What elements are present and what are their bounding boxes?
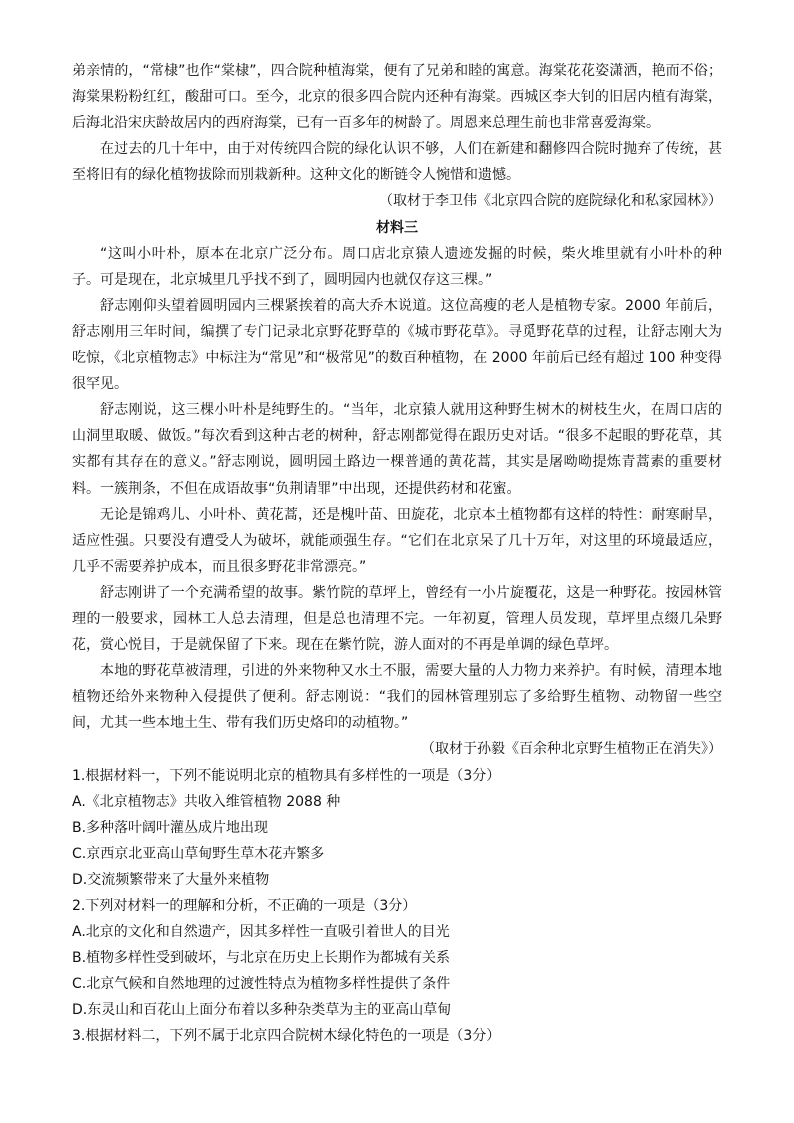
question-option: B.植物多样性受到破坏，与北京在历史上长期作为都城有关系 <box>72 950 451 967</box>
paragraph: 本地的野花草被清理，引进的外来物种又水土不服，需要大量的人力物力来养护。有时候，清理本地植物还给外来物种入侵提供了便利。舒志刚说：“我们的园林管理别忘了多给野生植物、动物留一些空间，尤其一些本地土生、带有我们历史烙印的动植物。” <box>72 663 722 732</box>
question-option: D.交流频繁带来了大量外来植物 <box>72 871 270 888</box>
question-option: D.东灵山和百花山上面分布着以多种杂类草为主的亚高山草甸 <box>72 1002 452 1019</box>
question-option: A.北京的文化和自然遗产，因其多样性一直吸引着世人的目光 <box>72 924 450 941</box>
question-stem: 2.下列对材料一的理解和分析，不正确的一项是（3分） <box>72 898 417 914</box>
paragraph: “这叫小叶朴，原本在北京广泛分布。周口店北京猿人遗迹发掘的时候，柴火堆里就有小叶朴的种子。可是现在，北京城里几乎找不到了，圆明园内也就仅存这三棵。” <box>72 245 722 288</box>
paragraph: 舒志刚说，这三棵小叶朴是纯野生的。“当年，北京猿人就用这种野生树木的树枝生火，在周口店的山洞里取暖、做饭。”每次看到这种古老的树种，舒志刚都觉得在跟历史对话。“很多不起眼的野花草，其实都有其存在的意义。”舒志刚说，圆明园土路边一棵普通的黄花蒿，其实是屠呦呦提炼青蒿素的重要材料。一簇荆条，不但在成语故事“负荆请罪”中出现，还提供药材和花蜜。 <box>72 402 722 497</box>
question-stem: 1.根据材料一，下列不能说明北京的植物具有多样性的一项是（3分） <box>72 767 501 784</box>
question-option: A.《北京植物志》共收入维管植物 2088 种 <box>72 793 341 810</box>
paragraph: 在过去的几十年中，由于对传统四合院的绿化认识不够，人们在新建和翻修四合院时抛弃了传统，甚至将旧有的绿化植物拔除而別栽新种。这种文化的断链令人惋惜和遗憾。 <box>72 141 722 184</box>
question-option: C.北京气候和自然地理的过渡性特点为植物多样性提供了条件 <box>72 976 451 993</box>
question-option: B.多种落叶阔叶灌丛成片地出现 <box>72 819 269 836</box>
paragraph: 无论是锦鸡儿、小叶朴、黄花蒿，还是槐叶苗、田旋花，北京本土植物都有这样的特性：耐寒耐旱，适应性强。只要没有遭受人为破坏，就能顽强生存。“它们在北京呆了几十万年，对这里的环境最适应，几乎不需要养护成本，而且很多野花非常漂亮。” <box>72 506 722 575</box>
paragraph: 舒志刚讲了一个充满希望的故事。紫竹院的草坪上，曾经有一小片旋覆花，这是一种野花。按园林管理的一般要求，园林工人总去清理，但是总也清理不完。一年初夏，管理人员发现，草坪里点缀几朵野花，赏心悦目，于是就保留了下来。现在在紫竹院，游人面对的不再是单调的绿色草坪。 <box>72 584 722 654</box>
question-option: C.京西京北亚高山草甸野生草木花卉繁多 <box>72 845 325 862</box>
paragraph-continued: 弟亲情的，“常棣”也作“棠棣”，四合院种植海棠，便有了兄弟和睦的寓意。海棠花花姿潇洒，艳而不俗；海棠果粉粉红红，酸甜可口。至今，北京的很多四合院内还种有海棠。西城区李大钊的旧居内植有海棠，后海北沿宋庆龄故居内的西府海棠，已有一百多年的树龄了。周恩来总理生前也非常喜爱海棠。 <box>72 63 722 132</box>
document-page <box>72 58 722 1050</box>
paragraph: 舒志刚仰头望着圆明园内三棵紧挨着的高大乔木说道。这位高瘦的老人是植物专家。2000 年前后，舒志刚用三年时间，编撰了专门记录北京野花野草的《城市野花草》。寻觅野花草的过程，让舒志刚大为吃惊，《北京植物志》中标注为“常见”和“极常见”的数百种植物，在 2000 年前后已经有超过 100 种变得很罕见。 <box>72 297 722 393</box>
question-stem: 3.根据材料二，下列不属于北京四合院树木绿化特色的一项是（3分） <box>72 1028 501 1045</box>
section-heading: 材料三 <box>376 219 418 236</box>
source-citation: （取材于李卫伟《北京四合院的庭院绿化和私家园林》） <box>379 193 722 210</box>
source-citation: （取材于孙毅《百余种北京野生植物正在消失》） <box>421 741 722 758</box>
